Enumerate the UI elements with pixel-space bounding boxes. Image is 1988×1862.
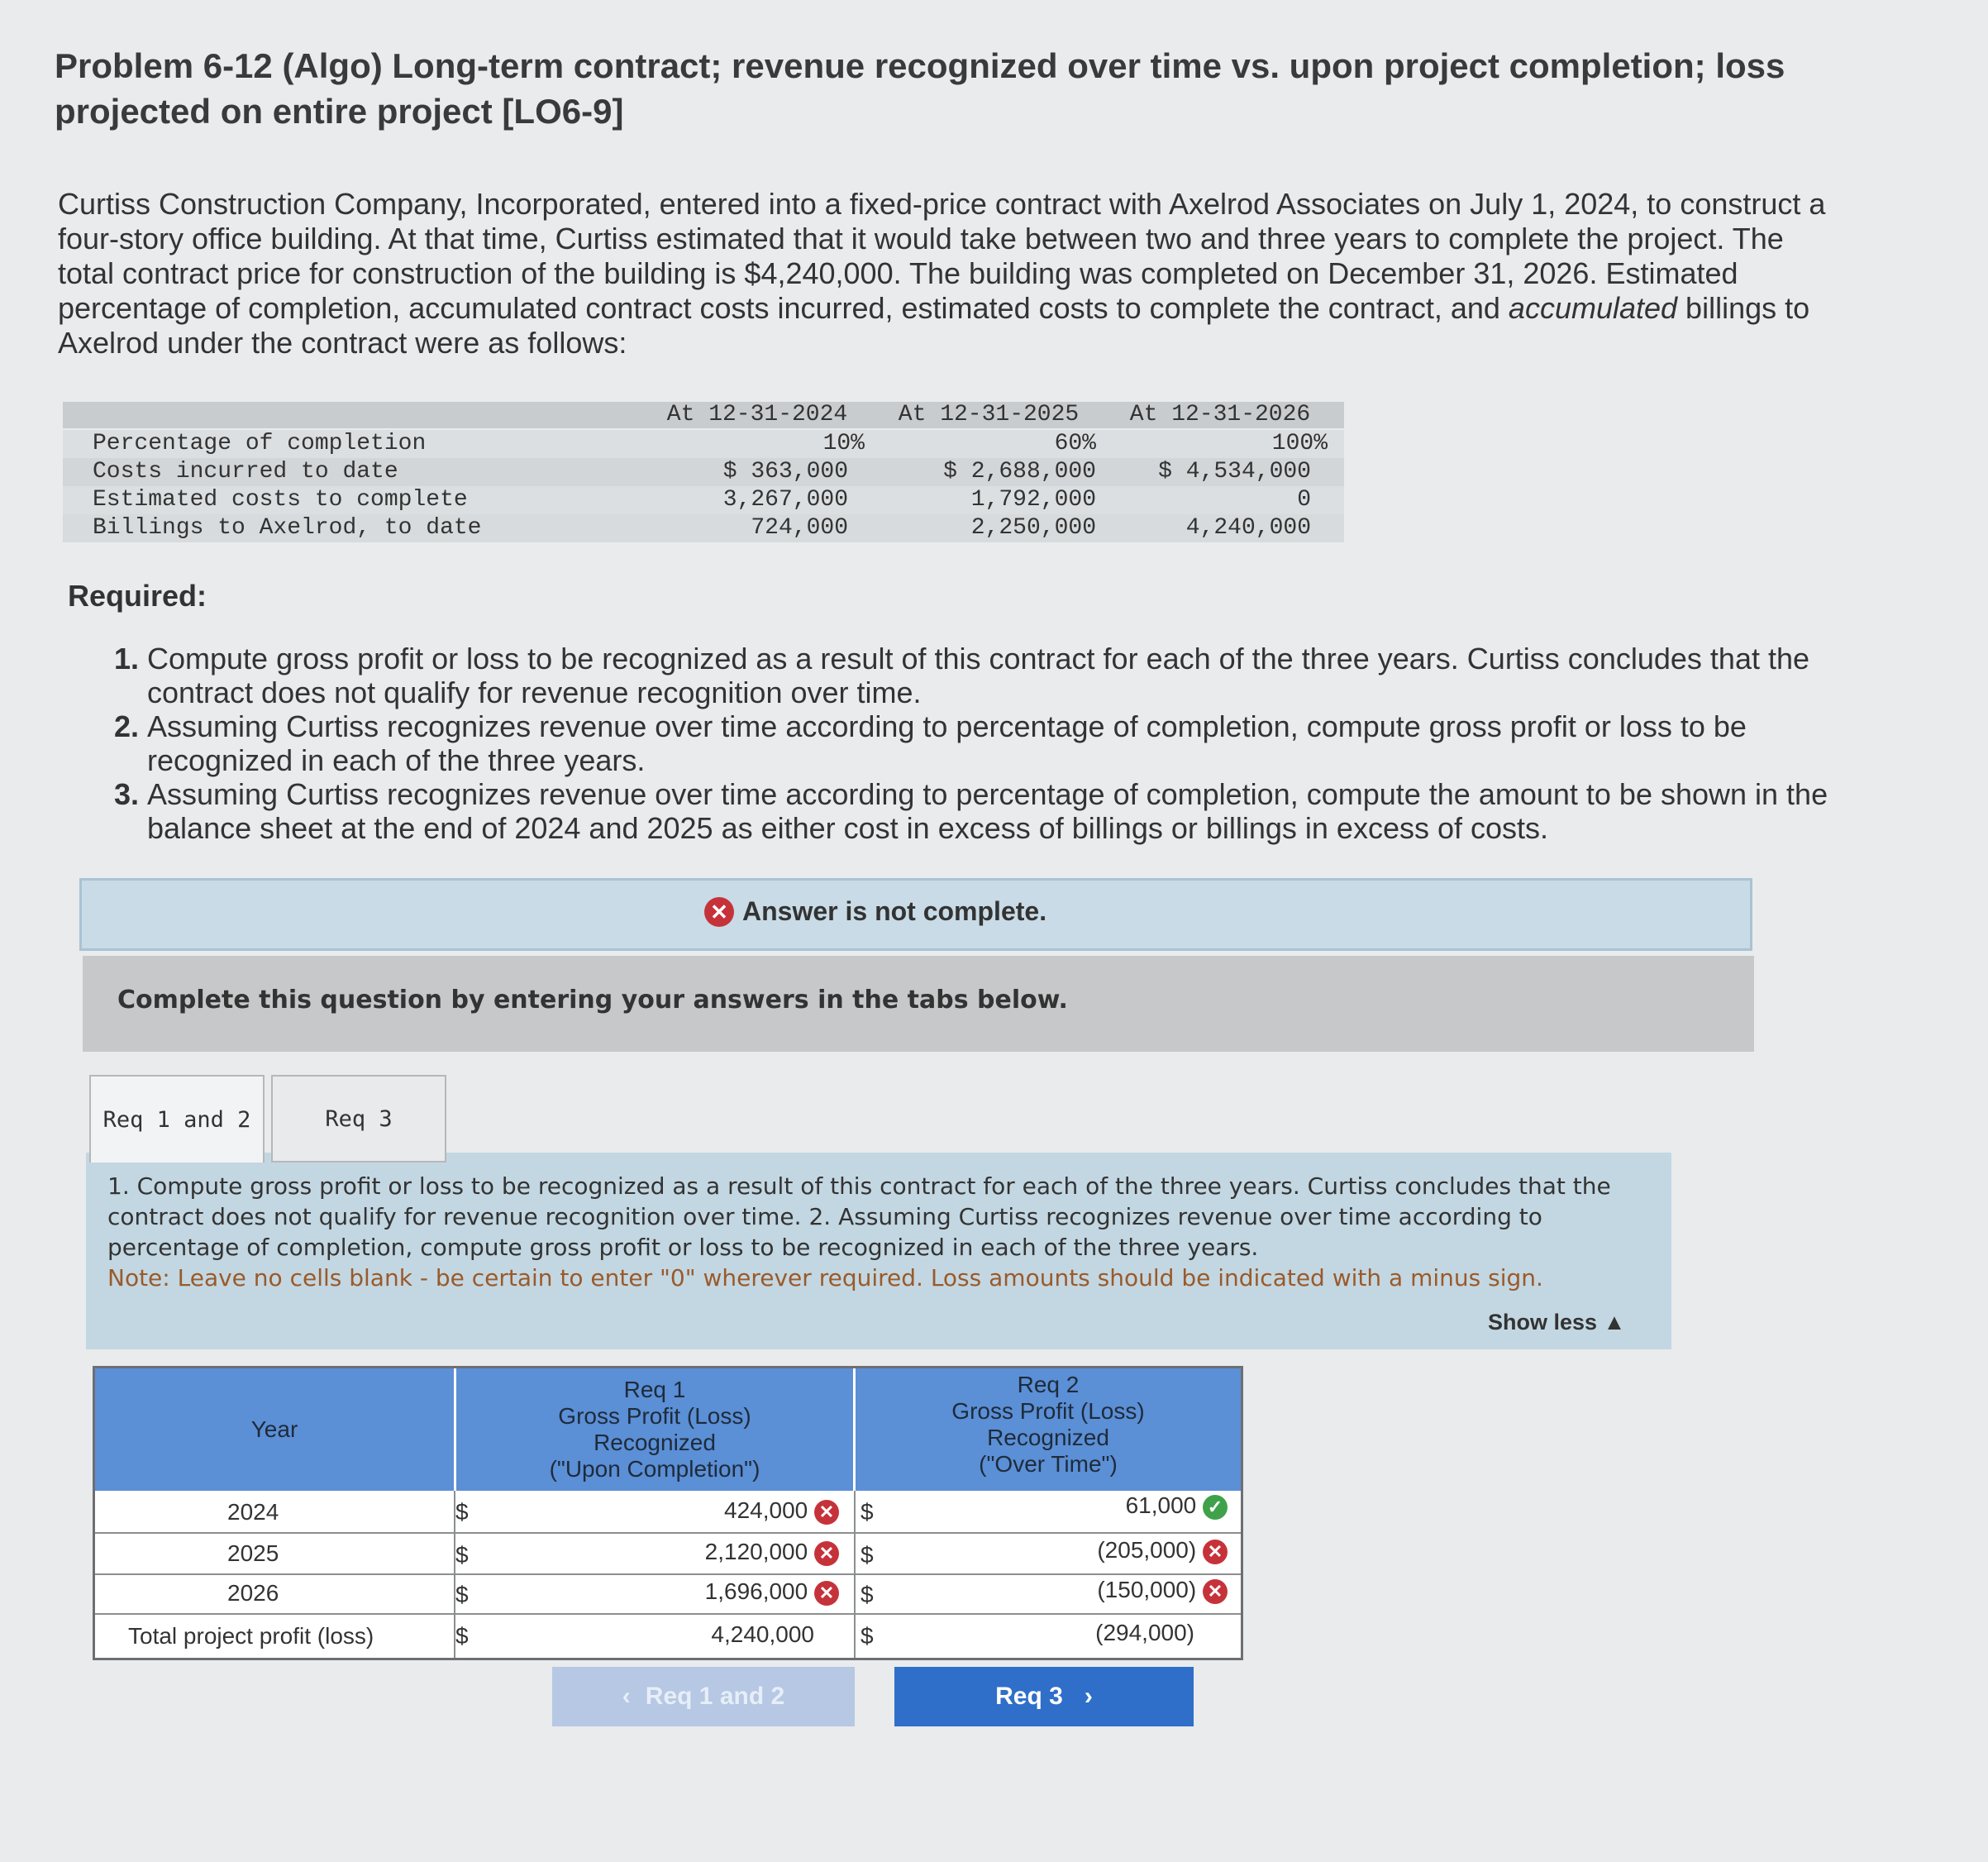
chevron-right-icon: › — [1084, 1683, 1093, 1710]
required-item-1: 1. Compute gross profit or loss to be recognized as a result of this contract for each of the three years. Curtiss concludes that the contract does not qualify for revenue recognition over time. — [147, 642, 1866, 709]
cell-value: 724,000 — [751, 515, 848, 541]
col-header-2024: At 12-31-2024 — [666, 402, 848, 427]
cell-value: 60% — [1054, 431, 1096, 456]
req2-input[interactable]: (150,000) ✕ — [1004, 1577, 1228, 1604]
year-cell: 2024 — [227, 1499, 279, 1525]
req1-total: 4,240,000 — [711, 1621, 814, 1647]
required-list — [107, 642, 1866, 845]
tab-req-3[interactable]: Req 3 — [271, 1075, 446, 1163]
required-item-3: 3. Assuming Curtiss recognizes revenue over time according to percentage of completion, compute the amount to be shown in the balance sheet at the end of 2024 and 2025 as either cost in excess of billings or billings in excess of costs. — [147, 777, 1866, 845]
req2-total: (294,000) — [1095, 1620, 1194, 1645]
row-label: Billings to Axelrod, to date — [93, 515, 482, 541]
question-text: 1. Compute gross profit or loss to be recognized as a result of this contract for each of the three years. Curtiss concludes that the contract does not qualify for revenue recognition over time. 2. Assuming Curtiss recognizes revenue over time according to percentage of completion, compute gross profit or loss to be recognized in each of the three years. Note: Leave no cells blank - be certain to enter "0" wherever required. Loss amounts should be indicated with a minus sign. — [107, 1172, 1611, 1291]
req1-input[interactable]: 424,000 ✕ — [674, 1497, 839, 1525]
req2-input[interactable]: 61,000 ✓ — [1004, 1492, 1228, 1520]
incorrect-x-icon: ✕ — [1203, 1579, 1228, 1604]
row-label: Estimated costs to complete — [93, 487, 468, 513]
problem-title: Problem 6-12 (Algo) Long-term contract; revenue recognized over time vs. upon project completion; loss projected on entire project [LO6-9] — [55, 46, 1785, 131]
question-note: Note: Leave no cells blank - be certain to enter "0" wherever required. Loss amounts should be indicated with a minus sign. — [107, 1264, 1543, 1291]
answer-status: ✕ Answer is not complete. — [704, 896, 1046, 927]
grid-header-req1: Req 1 Gross Profit (Loss) Recognized ("Upon Completion") — [456, 1368, 853, 1491]
col-header-2025: At 12-31-2025 — [898, 402, 1080, 427]
show-less-link[interactable]: Show less ▲ — [1488, 1310, 1626, 1334]
incorrect-x-icon: ✕ — [814, 1541, 839, 1566]
grid-header-year: Year — [95, 1368, 454, 1491]
required-item-2: 2. Assuming Curtiss recognizes revenue over time according to percentage of completion, compute gross profit or loss to be recognized in each of the three years. — [147, 709, 1866, 777]
currency-symbol: $ — [861, 1499, 874, 1525]
answer-grid — [93, 1366, 1243, 1660]
incorrect-x-icon: ✕ — [814, 1500, 839, 1525]
cell-value: 2,250,000 — [970, 515, 1096, 541]
cell-value: 3,267,000 — [722, 487, 848, 513]
tab-req-1-and-2[interactable]: Req 1 and 2 — [89, 1075, 265, 1163]
correct-check-icon: ✓ — [1203, 1495, 1228, 1520]
instruction-text: Complete this question by entering your answers in the tabs below. — [117, 986, 1068, 1015]
error-x-icon: ✕ — [704, 897, 734, 927]
total-label: Total project profit (loss) — [128, 1623, 374, 1649]
currency-symbol: $ — [455, 1542, 469, 1568]
cell-value: $ 363,000 — [722, 459, 848, 485]
required-heading: Required: — [68, 579, 207, 613]
currency-symbol: $ — [455, 1499, 469, 1525]
chevron-left-icon: ‹ — [622, 1683, 631, 1710]
prev-tab-button[interactable]: ‹ Req 1 and 2 — [552, 1667, 855, 1726]
incorrect-x-icon: ✕ — [1203, 1540, 1228, 1564]
cell-value: 1,792,000 — [970, 487, 1096, 513]
currency-symbol: $ — [455, 1582, 469, 1607]
cell-value: 0 — [1297, 487, 1311, 513]
currency-symbol: $ — [861, 1582, 874, 1607]
contract-data-table — [63, 402, 1344, 544]
row-label: Percentage of completion — [93, 431, 427, 456]
req1-input[interactable]: 2,120,000 ✕ — [632, 1539, 839, 1566]
cell-value: 100% — [1271, 431, 1328, 456]
cell-value: $ 2,688,000 — [943, 459, 1096, 485]
col-header-2026: At 12-31-2026 — [1129, 402, 1311, 427]
currency-symbol: $ — [861, 1623, 874, 1649]
triangle-up-icon: ▲ — [1603, 1310, 1626, 1334]
req2-input[interactable]: (205,000) ✕ — [1004, 1537, 1228, 1564]
grid-header-req2: Req 2 Gross Profit (Loss) Recognized ("Over Time") — [856, 1368, 1241, 1491]
incorrect-x-icon: ✕ — [814, 1581, 839, 1606]
req1-input[interactable]: 1,696,000 ✕ — [632, 1578, 839, 1606]
next-tab-button[interactable]: Req 3 › — [894, 1667, 1194, 1726]
problem-intro: Curtiss Construction Company, Incorporated, entered into a fixed-price contract with Axelrod Associates on July 1, 2024, to construct a four-story office building. At that time, Curtiss estimated that it would take between two and three years to complete the project. The total contract price for construction of the building is $4,240,000. The building was completed on December 31, 2026. Estimated percentage of completion, accumulated contract costs incurred, estimated costs to complete the contract, and accumulated billings to Axelrod under the contract were as follows: — [58, 187, 1826, 360]
year-cell: 2026 — [227, 1580, 279, 1606]
cell-value: 4,240,000 — [1185, 515, 1311, 541]
currency-symbol: $ — [861, 1542, 874, 1568]
cell-value: $ 4,534,000 — [1158, 459, 1311, 485]
currency-symbol: $ — [455, 1623, 469, 1649]
year-cell: 2025 — [227, 1540, 279, 1566]
row-label: Costs incurred to date — [93, 459, 398, 485]
cell-value: 10% — [822, 431, 865, 456]
